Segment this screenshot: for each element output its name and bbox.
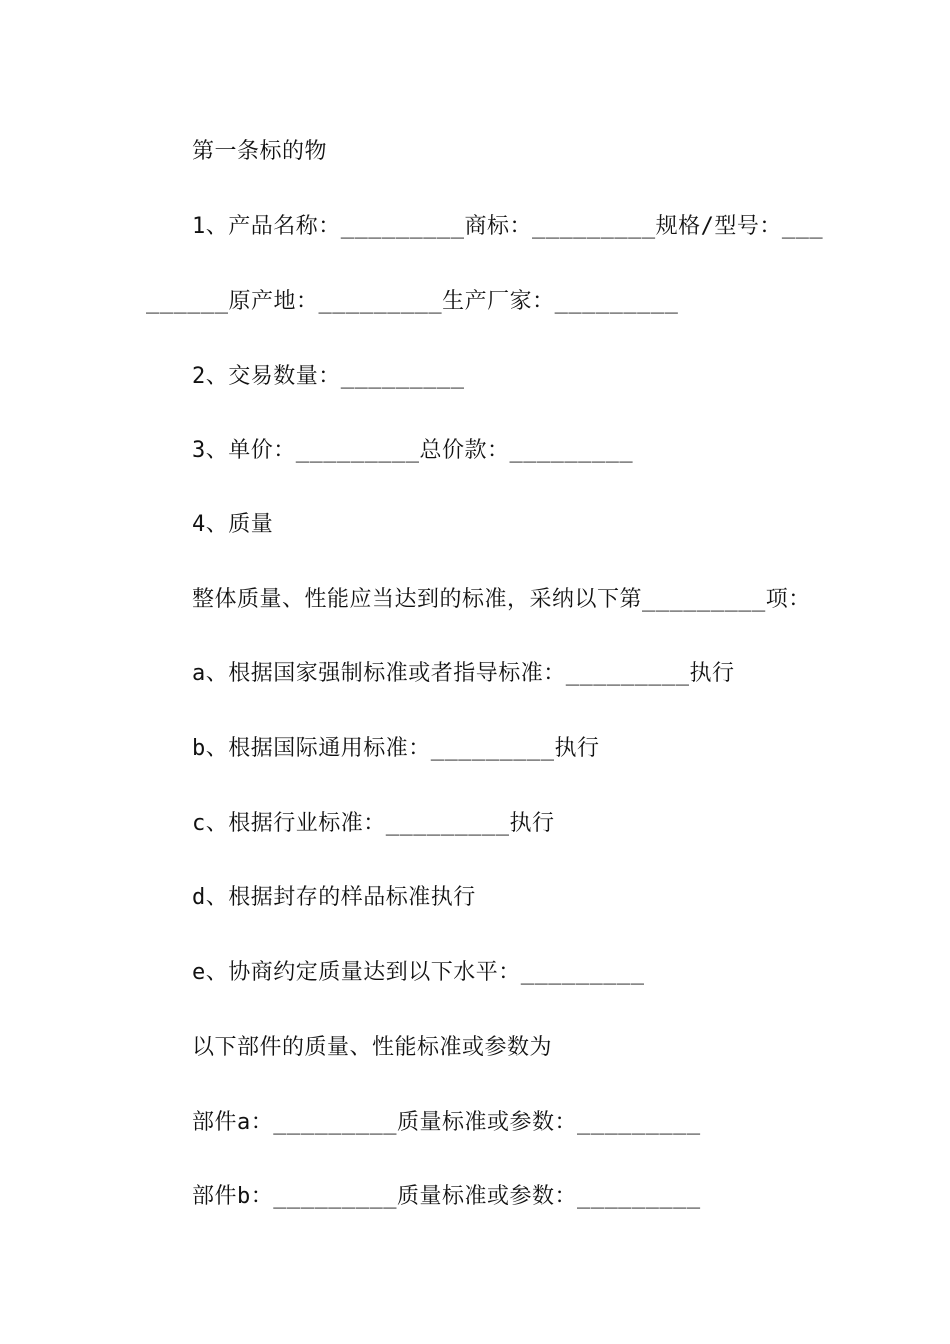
quality-option-a: a、根据国家强制标准或者指导标准：_________执行 xyxy=(192,661,735,686)
quality-option-e: e、协商约定质量达到以下水平：_________ xyxy=(192,960,645,985)
quality-option-b: b、根据国际通用标准：_________执行 xyxy=(192,736,600,761)
clause-quantity: 2、交易数量：_________ xyxy=(192,364,465,389)
quality-standard-intro: 整体质量、性能应当达到的标准，采纳以下第_________项： xyxy=(192,587,811,612)
component-a-standard: 部件a：_________质量标准或参数：_________ xyxy=(192,1110,701,1135)
quality-option-d: d、根据封存的样品标准执行 xyxy=(192,885,476,910)
section-heading: 第一条标的物 xyxy=(192,139,328,164)
component-b-standard: 部件b：_________质量标准或参数：_________ xyxy=(192,1184,701,1209)
clause-product-name-continued: ______原产地：_________生产厂家：_________ xyxy=(146,289,679,314)
clause-product-name: 1、产品名称：_________商标：_________规格/型号：___ xyxy=(192,214,824,239)
clause-price: 3、单价：_________总价款：_________ xyxy=(192,438,634,463)
quality-option-c: c、根据行业标准：_________执行 xyxy=(192,811,555,836)
clause-quality-heading: 4、质量 xyxy=(192,512,274,537)
component-standards-intro: 以下部件的质量、性能标准或参数为 xyxy=(192,1035,553,1060)
